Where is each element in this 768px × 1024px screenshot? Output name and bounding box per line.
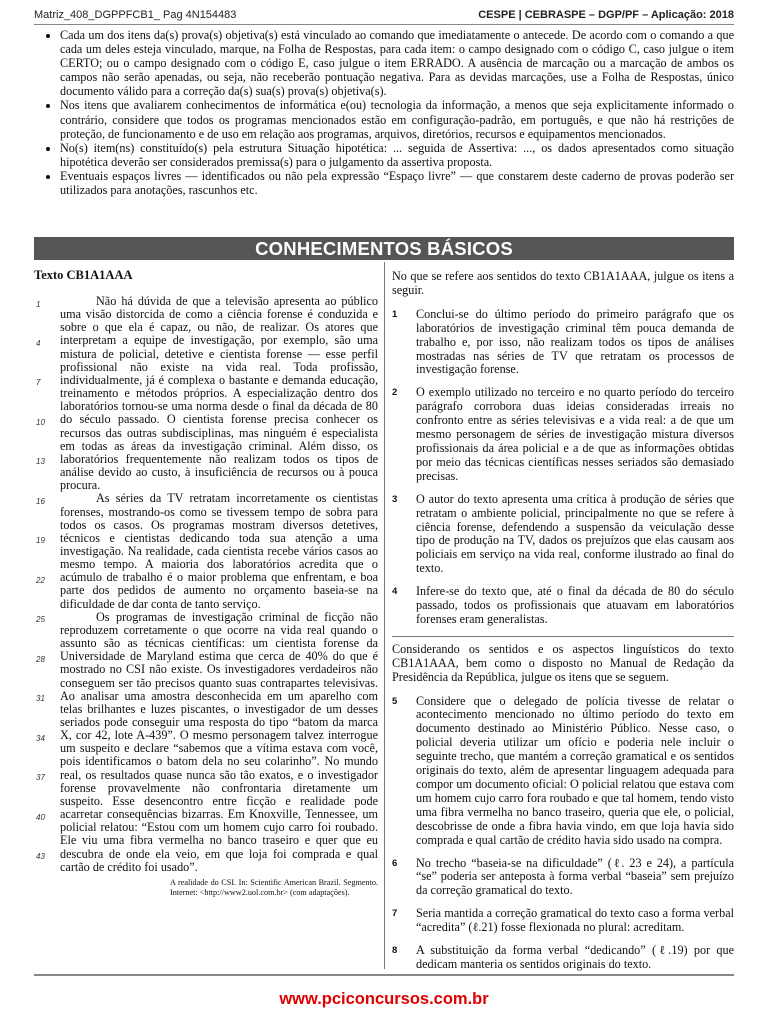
question-text: Infere-se do texto que, até o final da década de 80 do século passado, todos os profissionais que atuavam em laboratórios forenses eram generalistas. <box>416 584 734 626</box>
question-item <box>392 907 734 935</box>
line-number: 16 <box>36 497 45 506</box>
command-1: No que se refere aos sentidos do texto CB1A1AAA, julgue os itens a seguir. <box>392 269 734 297</box>
header-divider <box>34 24 734 25</box>
line-number: 4 <box>36 339 41 348</box>
question-number: 8 <box>392 945 398 957</box>
line-number: 10 <box>36 418 45 427</box>
line-number: 31 <box>36 694 45 703</box>
passage-paragraph: Não há dúvida de que a televisão apresenta ao público uma visão distorcida de como a ciência forense é conduzida e sobre o que ela é capaz, ou não, de realizar. Os atores que interpretam a equipe de investigação, por exemplo, são uma mistura de policial, detetive e cientista forense — esse perfil profissional não existe na vida real. Toda profissão, individualmente, já é complexa o bastante e demanda educação, treinamento e métodos próprios. A especialização dentro dos laboratórios tornou-se uma norma desde o final da década de 80 do século passado. O cientista forense precisa conhecer os recursos das outras subdisciplinas, mas ninguém é especialista em todas as áreas da investigação criminal. Além disso, os laboratórios frequentemente não realizam todos os tipos de análise devido ao custo, à insuficiência de recursos ou à pouca procura. <box>60 294 378 493</box>
text-title: Texto CB1A1AAA <box>34 268 133 282</box>
line-number: 22 <box>36 576 45 585</box>
questions-column <box>392 270 734 981</box>
question-item <box>392 944 734 972</box>
passage-paragraph: As séries da TV retratam incorretamente os cientistas forenses, mostrando-os como se tivessem tempo de sobra para todos os casos. Os programas mostram diversos detetives, técnicos e cientistas dedicando toda sua atenção a uma investigação. Na realidade, cada cientista recebe vários casos ao mesmo tempo. A maioria dos laboratórios acredita que o acúmulo de trabalho é o maior problema que enfrentam, e boa parte dos pedidos de aumento no orçamento baseia-se na dificuldade de dar conta de tanto serviço. <box>60 491 378 611</box>
line-number: 40 <box>36 813 45 822</box>
line-number: 28 <box>36 655 45 664</box>
question-item <box>392 386 734 483</box>
question-text: A substituição da forma verbal “dedicando” (ℓ.19) por que dedicam manteria os sentidos originais do texto. <box>416 943 734 971</box>
line-number: 19 <box>36 536 45 545</box>
line-number: 13 <box>36 457 45 466</box>
instruction-item: • Nos itens que avaliarem conhecimentos de informática e(ou) tecnologia da informação, a menos que seja explicitamente informado o contrário, considere que todos os programas mencionados estão em configuração-padrão, em português, e que não há restrições de proteção, de funcionamento e de uso em relação aos programas, arquivos, diretórios, recursos e equipamentos mencionados. <box>60 98 734 140</box>
question-item <box>392 857 734 899</box>
exam-identification: CESPE | CEBRASPE – DGP/PF – Aplicação: 2018 <box>478 9 734 21</box>
column-divider <box>384 262 385 969</box>
line-number: 34 <box>36 734 45 743</box>
question-text: Seria mantida a correção gramatical do texto caso a forma verbal “acredita” (ℓ.21) fosse flexionada no plural: acreditam. <box>416 906 734 935</box>
question-number: 6 <box>392 857 398 869</box>
question-item <box>392 695 734 848</box>
question-item <box>392 585 734 627</box>
footer-link[interactable]: www.pciconcursos.com.br <box>279 990 489 1008</box>
question-item <box>392 493 734 576</box>
reading-passage <box>34 295 378 874</box>
line-number: 7 <box>36 378 41 387</box>
command-divider <box>392 636 734 637</box>
line-number: 43 <box>36 852 45 861</box>
question-number: 1 <box>392 308 398 320</box>
question-number: 7 <box>392 908 398 920</box>
section-banner: CONHECIMENTOS BÁSICOS <box>34 237 734 260</box>
footer-divider <box>34 974 734 976</box>
document-code: Matriz_408_DGPPFCB1_ Pag 4N154483 <box>34 9 237 21</box>
line-number: 1 <box>36 300 41 309</box>
instruction-item: • Eventuais espaços livres — identificados ou não pela expressão “Espaço livre” — que constarem deste caderno de provas poderão ser utilizados para anotações, rascunhos etc. <box>60 169 734 197</box>
command-2: Considerando os sentidos e os aspectos linguísticos do texto CB1A1AAA, bem como o disposto no Manual de Redação da Presidência da República, julgue os itens que se seguem. <box>392 641 734 684</box>
instructions-list <box>34 28 734 197</box>
question-number: 2 <box>392 387 398 399</box>
instruction-item: • Cada um dos itens da(s) prova(s) objetiva(s) está vinculado ao comando que imediatamente o antecede. De acordo com o comando a que cada um deles esteja vinculado, marque, na Folha de Respostas, para cada item: o campo designado com o código C, caso julgue o item CERTO; ou o campo designado com o código E, caso julgue o item ERRADO. A ausência de marcação ou a marcação de ambos os campos não serão apenadas, ou seja, não receberão pontuação negativa. Para as devidas marcações, use a Folha de Respostas, único documento válido para a correção da(s) sua(s) prova(s) objetiva(s). <box>60 28 734 98</box>
instruction-item: • No(s) item(ns) constituído(s) pela estrutura Situação hipotética: ... seguida de Assertiva: ..., os dados apresentados como situação hipotética deverão ser considerados premissa(s) para o julgamento da assertiva proposta. <box>60 141 734 169</box>
question-item <box>392 308 734 378</box>
question-text: Conclui-se do último período do primeiro parágrafo que os laboratórios de investigação criminal têm pouca demanda de trabalho e, por isso, não realizam todos os tipos de análises mostradas nas séries de TV que retratam os processos de investigação forense. <box>416 306 734 377</box>
question-text: No trecho “baseia-se na dificuldade” (ℓ. 23 e 24), a partícula “se” poderia ser anteposta à forma verbal “baseia” sem prejuízo da correção gramatical do texto. <box>416 855 734 898</box>
question-text: O autor do texto apresenta uma crítica à produção de séries que retratam o ambiente policial, principalmente no que se refere à ciência forense, defendendo a suspensão da veiculação desse tipo de produção na TV, dados os prejuízos que elas causam aos policiais em serviço na vida real, conforme ilustrado ao final do texto. <box>416 491 734 576</box>
question-text: Considere que o delegado de polícia tivesse de relatar o acontecimento mencionado no último período do texto em documento destinado ao Ministério Público. Nesse caso, o policial deveria utilizar um ofício e poderia nele incluir o seguinte trecho, que mantém a correção gramatical e os sentidos originais do texto, além de apresentar linguagem adequada para compor um documento oficial: O policial relatou que estava com um homem cujo carro fora roubado e que tal homem, tendo visto uma fibra vermelha no banco traseiro, queria que ele, o policial, descobrisse de onde a fibra havia vindo, em que loja havia sido comprada e qual cartão de crédito havia sido usado na compra. <box>416 693 734 847</box>
question-number: 3 <box>392 493 398 505</box>
question-number: 5 <box>392 695 398 707</box>
question-number: 4 <box>392 586 398 598</box>
source-citation: A realidade do CSI. In: Scientific American Brazil. Segmento. Internet: <http://www2.uol.com.br> (com adaptações). <box>170 877 378 897</box>
line-number: 37 <box>36 773 45 782</box>
passage-paragraph: Os programas de investigação criminal de ficção não reproduzem corretamente o que ocorre na vida real quando o assunto são as técnicas científicas: um cientista forense da Universidade de Maryland estima que cerca de 40% do que é mostrado no CSI não existe. Os investigadores verdadeiros não conseguem ser tão precisos quanto suas contrapartes televisivas. Ao analisar uma amostra desconhecida em um aparelho com telas brilhantes e luzes piscantes, o investigador de um desses seriados pode conseguir uma resposta do tipo “batom da marca X, cor 42, lote A-439”. O mesmo personagem talvez interrogue um suspeito e declare “sabemos que a vítima estava com você, pois identificamos o batom dela no seu colarinho”. No mundo real, os resultados quase nunca são tão exatos, e o investigador forense provavelmente não confrontaria diretamente um suspeito. Esse desencontro entre ficção e realidade pode acarretar consequências bizarras. Em Knoxville, Tennessee, um policial relatou: “Estou com um homem cujo carro foi roubado. Ele viu uma fibra vermelha no banco traseiro e quer que eu descubra de onde ela veio, em que loja foi comprada e qual cartão de crédito foi usado”. <box>60 609 378 874</box>
text-column <box>34 268 378 898</box>
page-header <box>34 6 734 24</box>
question-text: O exemplo utilizado no terceiro e no quarto período do terceiro parágrafo corrobora duas ideias consideradas irreais no confronto entre as séries televisivas e a vida real: a de que um mesmo personagem de séries de investigação mistura diversos profissionais da área policial e a de que as informações obtidas por meio das técnicas científicas nesses seriados são demasiado precisas. <box>416 385 734 483</box>
line-number: 25 <box>36 615 45 624</box>
